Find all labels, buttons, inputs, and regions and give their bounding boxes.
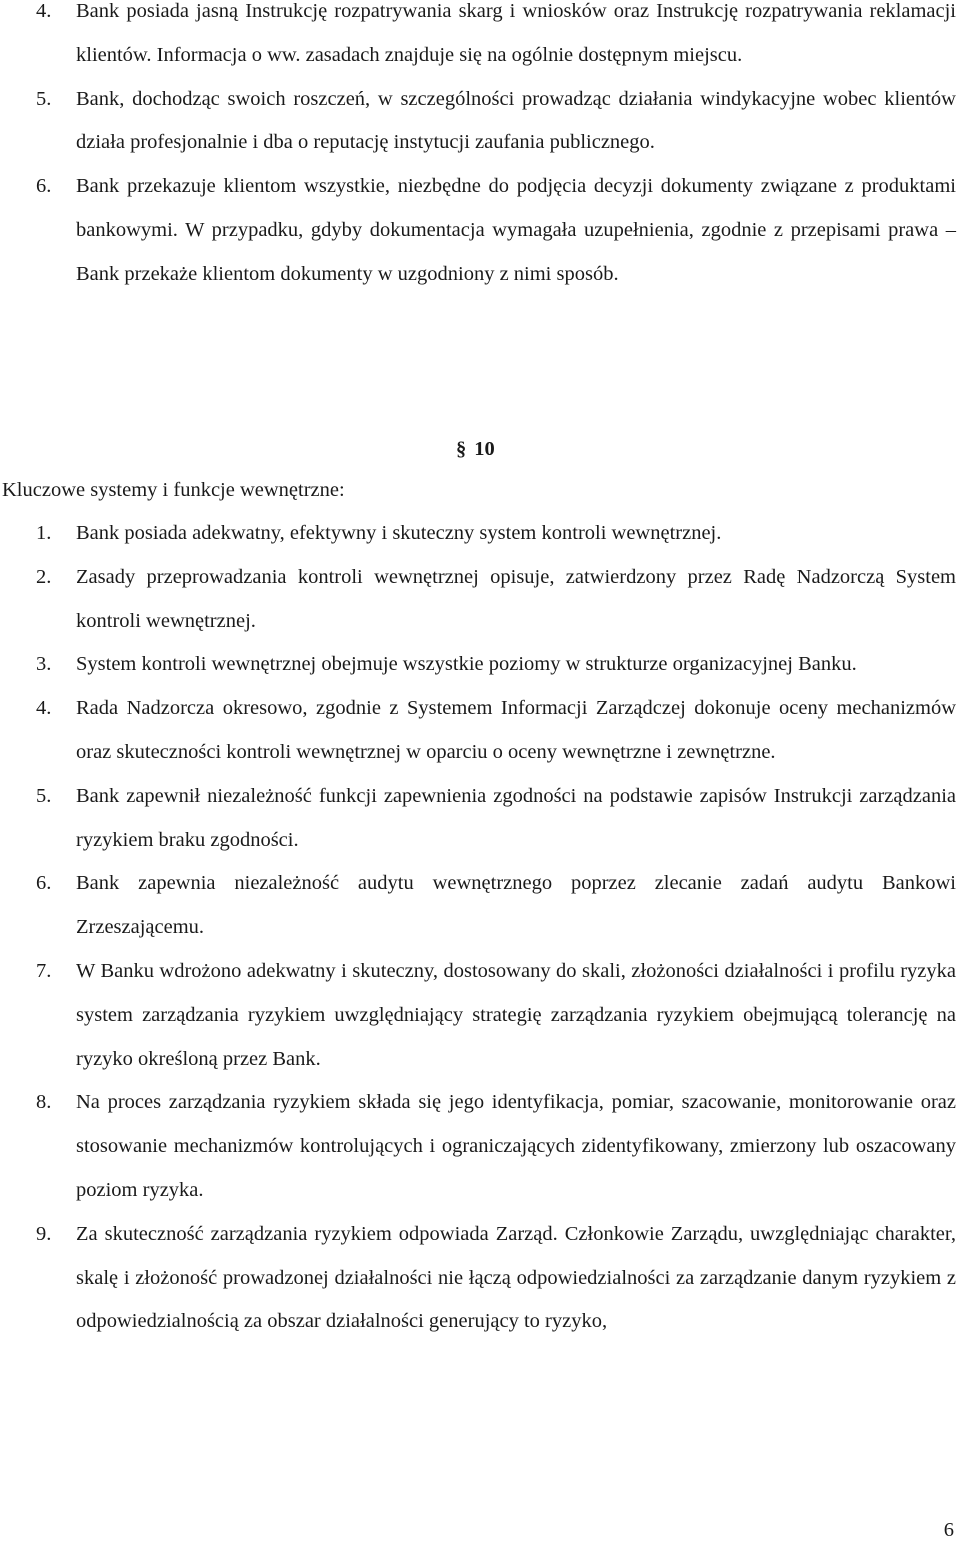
page-number: 6 bbox=[943, 1519, 954, 1541]
list-item bbox=[0, 1213, 960, 1344]
list-item bbox=[0, 643, 960, 687]
list-item-number: 7. bbox=[36, 959, 52, 982]
list-item bbox=[0, 775, 960, 863]
list-item-text: System kontroli wewnętrznej obejmuje wszystkie poziomy w strukturze organizacyjnej Banku. bbox=[76, 653, 857, 676]
list-item bbox=[0, 1081, 960, 1212]
list-item-number: 4. bbox=[36, 0, 52, 22]
list-item-text: Bank, dochodząc swoich roszczeń, w szczególności prowadząc działania windykacyjne wobec klientów działa profesjonalnie i dba o reputację instytucji zaufania publicznego. bbox=[76, 87, 956, 154]
list-item-text: W Banku wdrożono adekwatny i skuteczny, dostosowany do skali, złożoności działalności i profilu ryzyka system zarządzania ryzykiem uwzględniający strategię zarządzania ryzykiem obejmującą tolerancję na ryzyko określoną przez Bank. bbox=[76, 959, 956, 1070]
list-item-number: 5. bbox=[36, 784, 52, 807]
list-item-text: Bank posiada jasną Instrukcję rozpatrywania skarg i wniosków oraz Instrukcję rozpatrywania reklamacji klientów. Informacja o ww. zasadach znajduje się na ogólnie dostępnym miejscu. bbox=[76, 0, 956, 66]
list-item bbox=[0, 0, 960, 78]
list-item-number: 8. bbox=[36, 1091, 52, 1114]
section-marker bbox=[456, 428, 495, 472]
list-item bbox=[0, 862, 960, 950]
list-item-text: Na proces zarządzania ryzykiem składa się jego identyfikacja, pomiar, szacowanie, monitorowanie oraz stosowanie mechanizmów kontrolujących i ograniczających zidentyfikowany, zmierzony lub oszacowany poziom ryzyka. bbox=[76, 1091, 956, 1201]
list-item-text: Bank przekazuje klientom wszystkie, niezbędne do podjęcia decyzji dokumenty związane z produktami bankowymi. W przypadku, gdyby dokumentacja wymagała uzupełnienia, zgodnie z przepisami prawa – Bank przekaże klientom dokumenty w uzgodniony z nimi sposób. bbox=[76, 175, 956, 285]
list-item-number: 4. bbox=[36, 697, 52, 720]
list-item bbox=[0, 687, 960, 775]
list-item bbox=[0, 78, 960, 166]
list-item bbox=[0, 165, 960, 296]
bottom-numbered-list bbox=[0, 512, 960, 1344]
section-heading: Kluczowe systemy i funkcje wewnętrzne: bbox=[2, 479, 345, 501]
list-item bbox=[0, 556, 960, 644]
list-item-number: 6. bbox=[36, 872, 52, 895]
list-item-text: Bank zapewnia niezależność audytu wewnętrznego poprzez zlecanie zadań audytu Bankowi Zrzeszającemu. bbox=[76, 872, 956, 939]
list-item-text: Rada Nadzorcza okresowo, zgodnie z Systemem Informacji Zarządczej dokonuje oceny mechanizmów oraz skuteczności kontroli wewnętrznej w oparciu o oceny wewnętrzne i zewnętrzne. bbox=[76, 697, 956, 763]
list-item-text: Za skuteczność zarządzania ryzykiem odpowiada Zarząd. Członkowie Zarządu, uwzględniając charakter, skalę i złożoność prowadzonej działalności nie łączą odpowiedzialności za zarządzanie danym ryzykiem z odpowiedzialnością za obszar działalności generujący to ryzyko, bbox=[76, 1222, 956, 1333]
top-numbered-list bbox=[0, 0, 960, 297]
list-item bbox=[0, 950, 960, 1081]
list-item-number: 1. bbox=[36, 522, 52, 544]
list-item-number: 2. bbox=[36, 565, 52, 588]
list-item-number: 5. bbox=[36, 87, 52, 110]
list-item-number: 9. bbox=[36, 1222, 52, 1245]
section-symbol: § bbox=[456, 438, 467, 460]
list-item-number: 3. bbox=[36, 653, 52, 676]
list-item bbox=[0, 512, 960, 556]
list-item-text: Bank zapewnił niezależność funkcji zapewnienia zgodności na podstawie zapisów Instrukcji zarządzania ryzykiem braku zgodności. bbox=[76, 784, 956, 851]
section-number: 10 bbox=[474, 438, 495, 460]
list-item-number: 6. bbox=[36, 175, 52, 198]
list-item-text: Bank posiada adekwatny, efektywny i skuteczny system kontroli wewnętrznej. bbox=[76, 522, 722, 544]
list-item-text: Zasady przeprowadzania kontroli wewnętrznej opisuje, zatwierdzony przez Radę Nadzorczą System kontroli wewnętrznej. bbox=[76, 565, 956, 632]
